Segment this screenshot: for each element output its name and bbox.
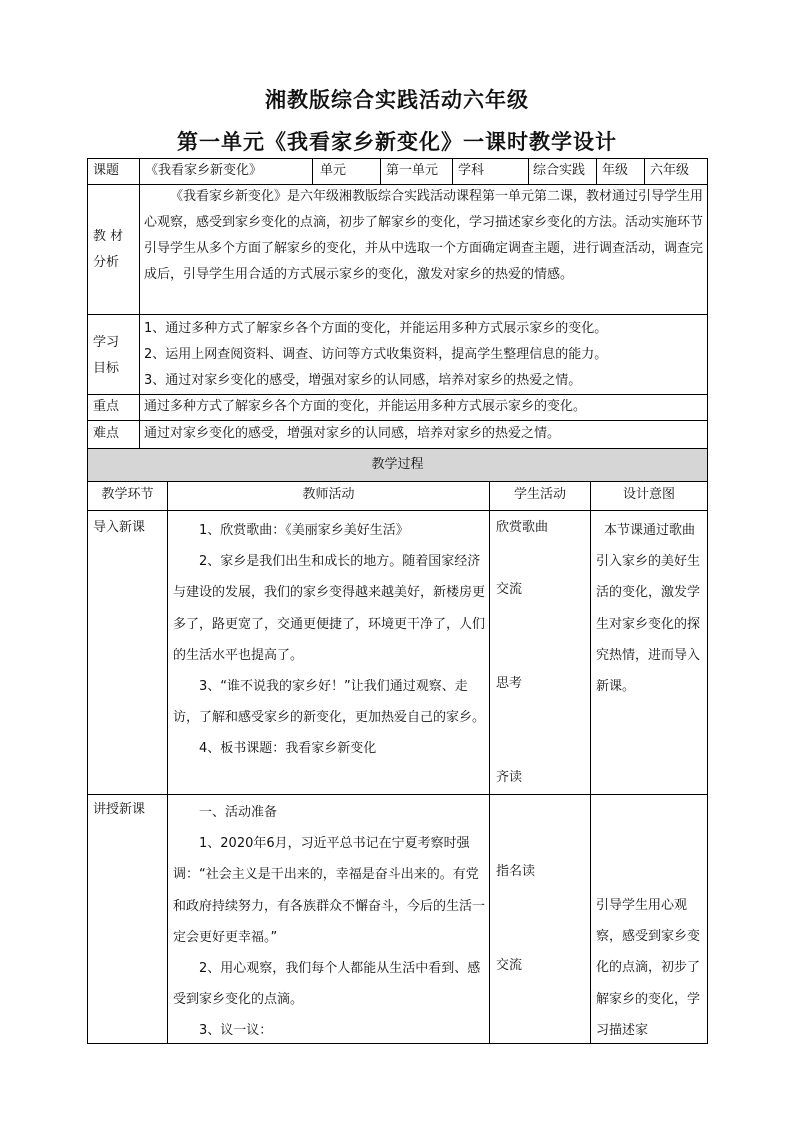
teacher-step: 2、用心观察，我们每个人都能从生活中看到、感受到家乡变化的点滴。 [173, 961, 481, 1008]
label-topic: 课题 [93, 163, 120, 178]
teacher-step: 1、欣赏歌曲：《美丽家乡美好生活》 [199, 523, 409, 538]
student-activity: 欣赏歌曲 [496, 520, 549, 535]
grade-value: 六年级 [650, 163, 690, 178]
unit-value: 第一单元 [386, 163, 439, 178]
goals-list [144, 316, 706, 394]
student-activity: 思考 [496, 676, 523, 691]
label-analysis: 教 材 分析 [93, 229, 124, 270]
process-header: 教学过程 [371, 457, 424, 472]
teacher-step: 一、活动准备 [199, 805, 278, 820]
intro-intent: 本节课通过歌曲引入家乡的美好生活的变化，激发学生对家乡变化的探究热情，进而导入新课。 [596, 523, 701, 695]
student-activity: 齐读 [496, 770, 523, 785]
teacher-step: 1、2020年6月，习近平总书记在宁夏考察时强调：“社会主义是干出来的，幸福是奋斗出来的。有党和政府持续努力，有各族群众不懈奋斗，今后的生活一定会更好更幸福。” [173, 836, 486, 945]
student-activity: 交流 [496, 582, 523, 597]
topic-value: 《我看家乡新变化》 [145, 163, 263, 178]
key-point-text: 通过多种方式了解家乡各个方面的变化，并能运用多种方式展示家乡的变化。 [144, 399, 587, 414]
label-difficulty: 难点 [93, 426, 120, 441]
analysis-text: 《我看家乡新变化》是六年级湘教版综合实践活动课程第一单元第二课，教材通过引导学生用心观察，感受到家乡变化的点滴，初步了解家乡的变化，学习描述家乡变化的方法。活动实施环节引导学生从多个方面了解家乡的变化，并从中选取一个方面确定调查主题，进行调查活动，调查完成后，引导学生用合适的方式展示家乡的变化，激发对家乡的热爱的情感。 [144, 189, 704, 282]
label-goals: 学习 目标 [93, 335, 120, 376]
teacher-step: 3、议一议： [199, 1023, 273, 1039]
teacher-step: 3、“谁不说我的家乡好！”让我们通过观察、走访，了解和感受家乡的新变化，更加热爱自己的家乡。 [173, 679, 486, 726]
document-subtitle: 第一单元《我看家乡新变化》一课时教学设计 [177, 130, 617, 154]
col-intent: 设计意图 [622, 487, 675, 502]
lecture-teacher [173, 797, 485, 1047]
label-subject: 学科 [458, 163, 485, 178]
document-title: 湘教版综合实践活动六年级 [265, 88, 529, 112]
label-grade: 年级 [602, 163, 629, 178]
col-teacher: 教师活动 [302, 487, 355, 502]
teacher-step: 4、板书课题：我看家乡新变化 [199, 741, 377, 757]
lecture-stage: 讲授新课 [93, 802, 146, 817]
student-activity: 指名读 [496, 864, 536, 879]
goal-item: 1、通过多种方式了解家乡各个方面的变化，并能运用多种方式展示家乡的变化。 [144, 321, 608, 336]
student-activity: 交流 [496, 958, 523, 973]
lecture-intent: 引导学生用心观察，感受到家乡变化的点滴，初步了解家乡的变化，学习描述家 [596, 898, 701, 1038]
teacher-step: 2、家乡是我们出生和成长的地方。随着国家经济与建设的发展，我们的家乡变得越来越美好，新楼房更多了，路更宽了，交通更便捷了，环境更干净了，人们的生活水平也提高了。 [173, 554, 486, 663]
col-stage: 教学环节 [101, 487, 154, 502]
label-unit: 单元 [320, 163, 347, 178]
difficulty-text: 通过对家乡变化的感受，增强对家乡的认同感，培养对家乡的热爱之情。 [144, 426, 561, 441]
col-student: 学生活动 [513, 487, 566, 502]
intro-stage: 导入新课 [93, 520, 146, 535]
goal-item: 3、通过对家乡变化的感受，增强对家乡的认同感，培养对家乡的热爱之情。 [144, 373, 582, 388]
goal-item: 2、运用上网查阅资料、调查、访问等方式收集资料，提高学生整理信息的能力。 [144, 347, 608, 362]
label-key-point: 重点 [93, 399, 120, 414]
intro-teacher [173, 515, 485, 765]
subject-value: 综合实践 [533, 163, 586, 178]
